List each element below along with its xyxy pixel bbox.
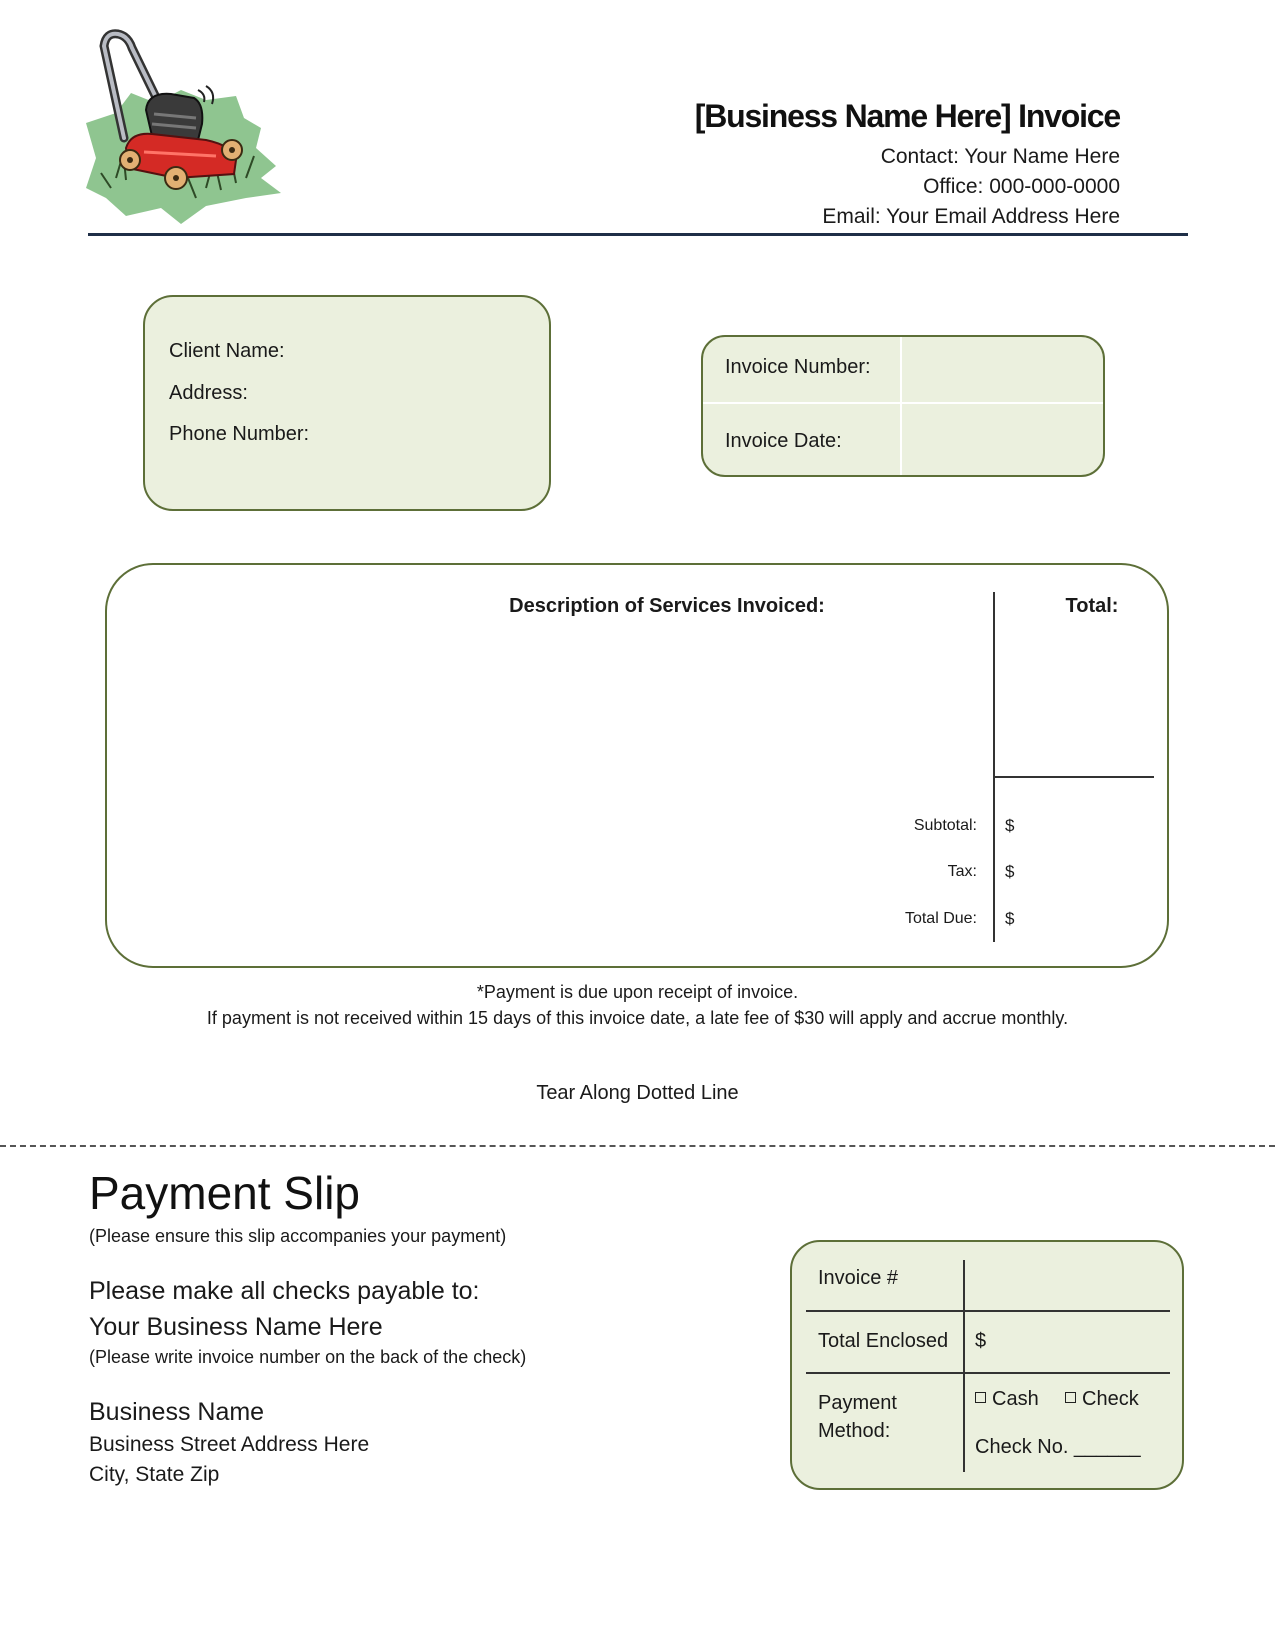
tear-dotted-line [0, 1145, 1275, 1147]
services-column-divider [993, 592, 995, 942]
payment-due-note: *Payment is due upon receipt of invoice. [476, 982, 799, 1002]
total-header: Total: [1065, 595, 1119, 617]
slip-row-divider [806, 1372, 1170, 1374]
payable-to-label: Please make all checks payable to: [89, 1277, 480, 1305]
late-fee-note: If payment is not received within 15 days of this invoice date, a late fee of $30 will apply and accrue monthly. [206, 1008, 1069, 1028]
cash-option[interactable] [975, 1388, 1039, 1411]
check-label: Check [1082, 1388, 1139, 1410]
lawn-mower-icon [86, 28, 286, 228]
invoice-box-row-divider [703, 402, 1103, 404]
business-street: Business Street Address Here [89, 1433, 370, 1456]
total-enclosed-currency: $ [975, 1330, 987, 1352]
business-name: Business Name [89, 1398, 265, 1426]
cash-checkbox[interactable] [975, 1392, 986, 1403]
total-due-label: Total Due: [904, 910, 977, 927]
total-due-currency: $ [1005, 909, 1015, 928]
check-option[interactable] [1065, 1388, 1139, 1411]
payment-method-label-line1: Payment [818, 1392, 897, 1414]
office-line: Office: 000-000-0000 [923, 175, 1120, 198]
check-checkbox[interactable] [1065, 1392, 1076, 1403]
invoice-date-label: Invoice Date: [725, 430, 842, 452]
phone-number-label: Phone Number: [169, 423, 310, 445]
client-name-label: Client Name: [169, 340, 285, 362]
subtotal-currency: $ [1005, 816, 1015, 835]
subtotal-label: Subtotal: [913, 817, 977, 834]
cash-label: Cash [992, 1388, 1039, 1410]
services-total-rule [994, 776, 1154, 778]
client-info-box [143, 295, 551, 511]
check-number-field[interactable]: Check No. ______ [975, 1436, 1141, 1458]
description-header: Description of Services Invoiced: [509, 595, 825, 617]
total-enclosed-label: Total Enclosed [818, 1330, 949, 1352]
payable-business-name: Your Business Name Here [89, 1313, 383, 1341]
contact-line: Contact: Your Name Here [880, 145, 1120, 168]
address-label: Address: [169, 382, 248, 404]
tax-currency: $ [1005, 862, 1015, 881]
invoice-details-box [701, 335, 1105, 477]
payment-slip-subtitle: (Please ensure this slip accompanies your payment) [89, 1226, 507, 1246]
business-city-state-zip: City, State Zip [89, 1463, 220, 1486]
tax-label: Tax: [947, 863, 977, 880]
email-line: Email: Your Email Address Here [822, 205, 1120, 228]
invoice-box-divider [900, 337, 902, 475]
payment-slip-title: Payment Slip [89, 1167, 361, 1219]
invoice-number-label: Invoice Number: [725, 356, 871, 378]
business-invoice-title: [Business Name Here] Invoice [694, 98, 1120, 134]
payment-slip-box [790, 1240, 1184, 1490]
slip-invoice-label: Invoice # [818, 1267, 899, 1289]
check-note: (Please write invoice number on the back of the check) [89, 1347, 527, 1367]
payment-method-label-line2: Method: [818, 1420, 891, 1442]
slip-column-divider [963, 1260, 965, 1472]
header-divider [88, 233, 1188, 236]
slip-row-divider [806, 1310, 1170, 1312]
tear-instruction: Tear Along Dotted Line [536, 1082, 739, 1104]
services-box [105, 563, 1169, 968]
